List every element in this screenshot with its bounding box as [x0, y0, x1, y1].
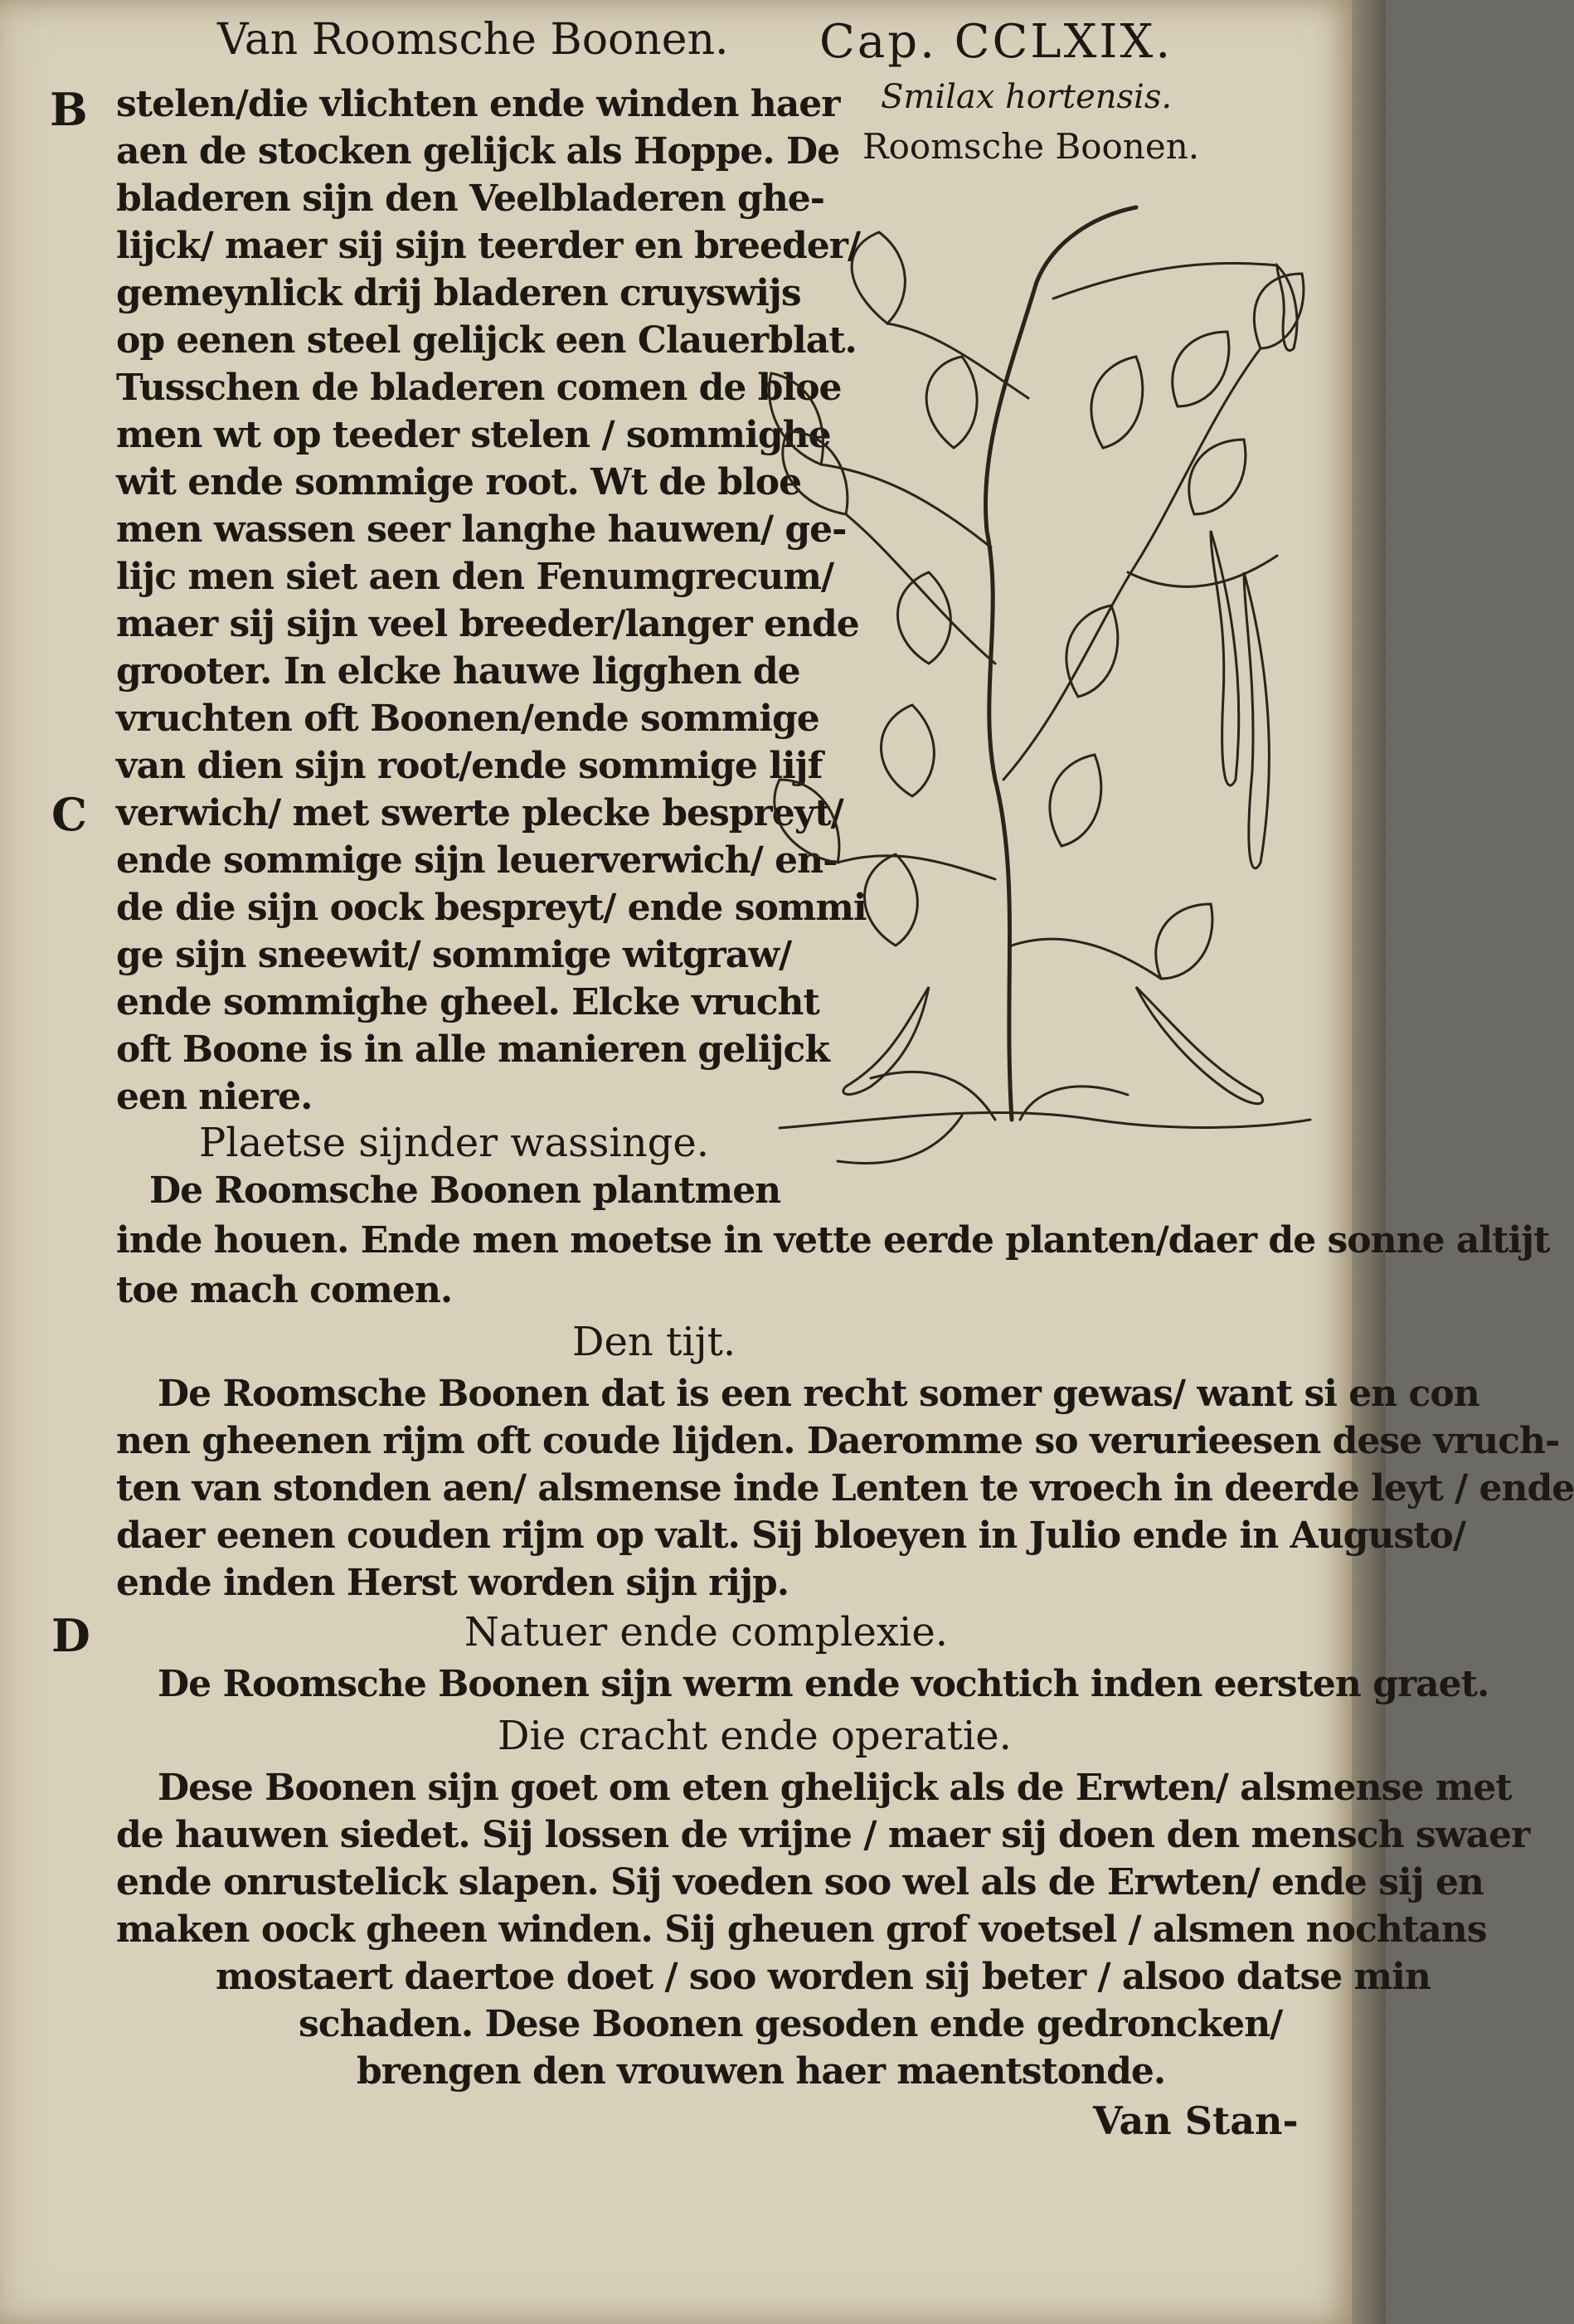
description-line: wit ende sommige root. Wt de bloe [116, 461, 802, 503]
bean-plant-woodcut [746, 199, 1319, 1194]
power-line: de hauwen siedet. Sij lossen de vrijne / maer sij doen den mensch swaer [116, 1814, 1530, 1856]
power-line: Dese Boonen sijn goet om eten ghelijck als de Erwten/ alsmense met [158, 1767, 1512, 1809]
description-line: gemeynlick drij bladeren cruyswijs [116, 272, 801, 314]
margin-letter-b: B [50, 83, 88, 136]
catchword: Van Stan- [1093, 2098, 1299, 2143]
description-line: Tusschen de bladeren comen de bloe [116, 367, 842, 409]
description-line: stelen/die vlichten ende winden haer [116, 83, 840, 125]
description-line: men wassen seer langhe hauwen/ ge- [116, 508, 847, 551]
description-line: een niere. [116, 1076, 313, 1118]
time-line: ende inden Herst worden sijn rijp. [116, 1562, 789, 1604]
nature-line: De Roomsche Boonen sijn werm ende vochtich inden eersten graet. [158, 1663, 1489, 1705]
description-line: maer sij sijn veel breeder/langer ende [116, 603, 859, 645]
power-line: brengen den vrouwen haer maentstonde. [357, 2050, 1166, 2093]
running-head: Van Roomsche Boonen. [217, 15, 729, 65]
power-line: mostaert daertoe doet / soo worden sij beter / alsoo datse min [216, 1956, 1431, 1998]
power-line: schaden. Dese Boonen gesoden ende gedroncken/ [299, 2003, 1283, 2045]
description-line: vruchten oft Boonen/ende sommige [116, 698, 819, 740]
description-line: oft Boone is in alle manieren gelijck [116, 1028, 829, 1071]
section-heading-power: Die cracht ende operatie. [498, 1713, 1012, 1759]
margin-letter-c: C [51, 788, 87, 841]
latin-plant-name: Smilax hortensis. [881, 78, 1173, 116]
description-line: ge sijn sneewit/ sommige witgraw/ [116, 934, 792, 976]
power-line: ende onrustelick slapen. Sij voeden soo wel als de Erwten/ ende sij en [116, 1861, 1484, 1903]
time-line: ten van stonden aen/ alsmense inde Lenten te vroech in deerde leyt / ende [116, 1467, 1574, 1510]
description-line: op eenen steel gelijck een Clauerblat. [116, 319, 857, 362]
section-heading-place: Plaetse sijnder wassinge. [199, 1120, 709, 1166]
section-heading-nature: Natuer ende complexie. [464, 1609, 949, 1655]
description-line: grooter. In elcke hauwe ligghen de [116, 650, 800, 693]
time-line: daer eenen couden rijm op valt. Sij bloeyen in Julio ende in Augusto/ [116, 1514, 1465, 1557]
margin-letter-d: D [51, 1609, 90, 1662]
description-line: lijck/ maer sij sijn teerder en breeder/ [116, 225, 861, 267]
place-line: De Roomsche Boonen plantmen [149, 1169, 781, 1212]
description-line: men wt op teeder stelen / sommighe [116, 414, 831, 456]
description-line: van dien sijn root/ende sommige lijf [116, 745, 823, 787]
place-line: toe mach comen. [116, 1269, 453, 1311]
time-line: De Roomsche Boonen dat is een recht somer gewas/ want si en con [158, 1373, 1479, 1415]
description-line: de die sijn oock bespreyt/ ende sommi [116, 887, 867, 929]
description-line: ende sommige sijn leuerverwich/ en- [116, 839, 838, 882]
time-line: nen gheenen rijm oft coude lijden. Daeromme so verurieesen dese vruch- [116, 1420, 1560, 1462]
dutch-plant-name: Roomsche Boonen. [862, 126, 1200, 167]
description-line: bladeren sijn den Veelbladeren ghe- [116, 177, 825, 220]
description-line: lijc men siet aen den Fenumgrecum/ [116, 556, 834, 598]
description-line: verwich/ met swerte plecke bespreyt/ [116, 792, 843, 834]
power-line: maken oock gheen winden. Sij gheuen grof voetsel / alsmen nochtans [116, 1908, 1487, 1951]
place-line: inde houen. Ende men moetse in vette eerde planten/daer de sonne altijt [116, 1219, 1550, 1262]
description-line: ende sommighe gheel. Elcke vrucht [116, 981, 819, 1023]
section-heading-time: Den tijt. [572, 1319, 736, 1365]
chapter-number: Cap. CCLXIX. [819, 15, 1173, 69]
description-line: aen de stocken gelijck als Hoppe. De [116, 130, 840, 173]
